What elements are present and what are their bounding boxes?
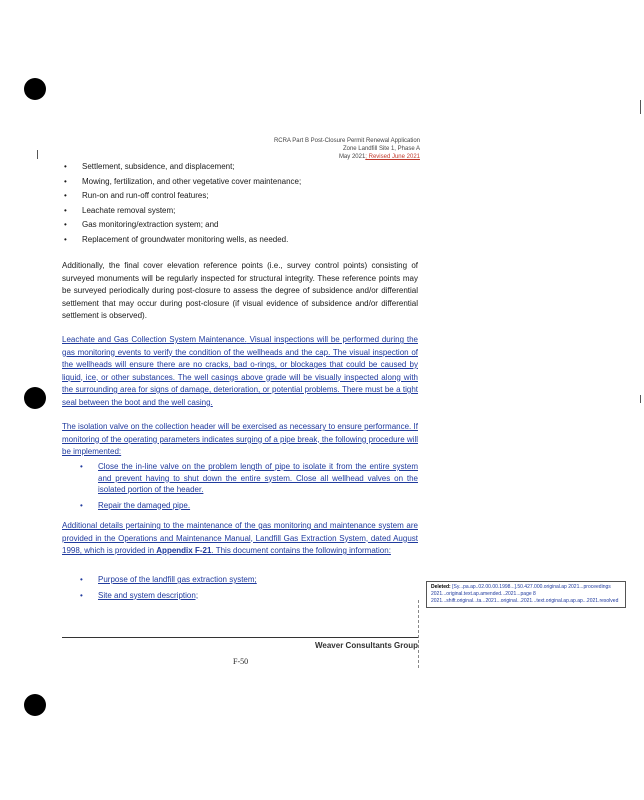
punch-hole-middle	[24, 387, 46, 409]
footer-company: Weaver Consultants Group	[315, 641, 418, 650]
maintenance-bullets	[62, 161, 418, 248]
list-item: • Replacement of groundwater monitoring wells, as needed.	[62, 234, 418, 249]
list-item: • Purpose of the landfill gas extraction system;	[78, 574, 418, 586]
punch-hole-bottom	[24, 694, 46, 716]
list-item: • Close the in-line valve on the problem length of pipe to isolate it from the entire system and prevent having to shut down the entire system. Close all wellhead valves on the isolated portion of the header.	[78, 461, 418, 496]
leachate-paragraph	[62, 334, 418, 409]
punch-hole-top	[24, 78, 46, 100]
header-date: May 2021	[338, 154, 366, 160]
list-item: • Settlement, subsidence, and displacement;	[62, 161, 418, 176]
scan-mark-right-bottom	[640, 395, 641, 403]
leachate-body: Visual inspections will be performed during the gas monitoring events to verify the condition of the wellheads and the cap. The visual inspection of the wellheads will ensure there are no cracks, bad o-rings, or blockages that could be caused by liquid, ice, or other substances. The well casings above grade will be visually inspected along with the surrounding area for signs of damage, deterioration, or potential problems. There must be a tight seal between the boot and the well casing.	[62, 335, 418, 407]
scan-mark-right-top	[640, 100, 641, 114]
settlement-paragraph: Additionally, the final cover elevation reference points (i.e., survey control points) consisting of surveyed monuments will be regularly inspected for structural integrity. These reference points may be surveyed periodically during post-closure to assess the degree of subsidence and/or differential settlement that may occur during post-closure (if visual evidence of subsidence and/or differential settlement is observed).	[62, 261, 418, 320]
page-number: F-50	[233, 657, 249, 666]
header-revision: ; Revised June 2021	[365, 154, 420, 160]
deleted-text: [Sy...pa.ap..02.00.00.1998...].50.427.000.original.ap 2021...proceedings 2021...original.text.ap.amended...2021...page 8 2021...shift.original...ta...2021...original...2021...text.original.ap.ap.ap...2021.resolved	[431, 584, 619, 604]
leachate-heading: Leachate and Gas Collection System Maintenance.	[62, 335, 247, 344]
information-list	[62, 574, 418, 605]
list-item: • Site and system description;	[78, 590, 418, 602]
appendix-reference: Appendix F-21	[156, 546, 212, 555]
additional-details-text-2: . This document contains the following information:	[211, 546, 391, 555]
scan-mark-left	[37, 150, 38, 159]
procedure-list	[62, 461, 418, 515]
list-item: • Mowing, fertilization, and other vegetative cover maintenance;	[62, 176, 418, 191]
deleted-comment-balloon[interactable]	[426, 581, 626, 608]
list-item: • Repair the damaged pipe.	[78, 500, 418, 512]
list-item: • Leachate removal system;	[62, 205, 418, 220]
isolation-paragraph: The isolation valve on the collection header will be exercised as necessary to ensure performance. If monitoring of the operating parameters indicates surging of a pipe break, the following procedure will be implemented:	[62, 422, 418, 456]
list-item: • Gas monitoring/extraction system; and	[62, 219, 418, 234]
document-header	[274, 137, 420, 161]
footer-rule	[62, 637, 418, 638]
header-line-3	[274, 153, 420, 161]
list-item: • Run-on and run-off control features;	[62, 190, 418, 205]
header-line-1: RCRA Part B Post-Closure Permit Renewal Application	[273, 138, 420, 144]
additional-details-text-1: Additional details pertaining to the maintenance of the gas monitoring and maintenance system are provided in the Operations and Maintenance Manual, Landfill Gas Extraction System, dated August 1998, which is provided in	[62, 521, 418, 555]
comment-connector-line	[418, 600, 420, 668]
header-line-2: Zone Landfill Site 1, Phase A	[342, 146, 420, 152]
deleted-label: Deleted:	[431, 584, 451, 590]
additional-details-paragraph	[62, 520, 418, 558]
